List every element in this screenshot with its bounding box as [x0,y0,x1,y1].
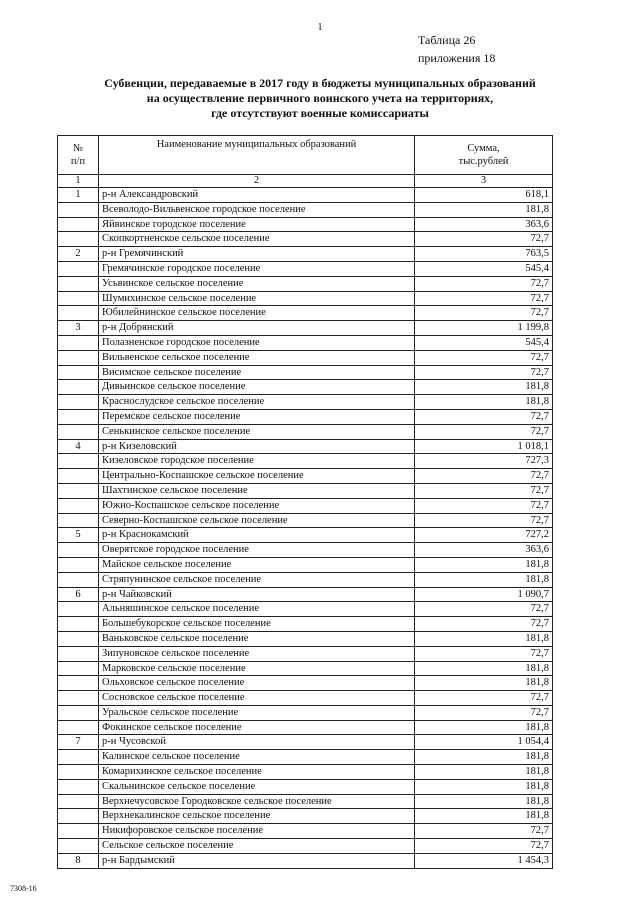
row-name: Яйвинское городское поселение [99,217,415,232]
row-name: Оверятское городское поселение [99,543,415,558]
document-title [60,76,580,121]
row-sum: 72,7 [415,469,553,484]
row-name: р-н Кизеловский [99,439,415,454]
row-sum: 181,8 [415,572,553,587]
table-row [58,839,553,854]
row-number [58,809,99,824]
row-name: Усьвинское сельское поселение [99,276,415,291]
title-line: на осуществление первичного воинского учета на территориях, [146,91,494,105]
row-name: Краснослудское сельское поселение [99,395,415,410]
table-header-row [58,136,553,175]
header-number [58,136,99,175]
row-name: р-н Чайковский [99,587,415,602]
table-row [58,705,553,720]
row-name: р-н Александровский [99,188,415,203]
row-number: 2 [58,247,99,262]
table-row [58,543,553,558]
row-name: Уральское сельское поселение [99,705,415,720]
table-row [58,409,553,424]
table-row [58,217,553,232]
row-sum: 763,5 [415,247,553,262]
row-name: Юбилейнинское сельское поселение [99,306,415,321]
row-sum: 1 090,7 [415,587,553,602]
row-sum: 72,7 [415,705,553,720]
row-sum: 181,8 [415,720,553,735]
row-sum: 181,8 [415,202,553,217]
row-number [58,395,99,410]
row-number: 3 [58,321,99,336]
row-name: Стряпунинское сельское поселение [99,572,415,587]
row-name: Альняшинское сельское поселение [99,602,415,617]
header-sum-line1: Сумма, [467,143,500,154]
row-number [58,469,99,484]
row-number [58,291,99,306]
row-name: р-н Гремячинский [99,247,415,262]
row-sum: 181,8 [415,809,553,824]
row-name: р-н Бардымский [99,853,415,868]
header-name: Наименование муниципальных образований [99,136,415,175]
row-number [58,276,99,291]
row-sum: 72,7 [415,365,553,380]
table-row [58,439,553,454]
row-name: Северно-Коспашское сельское поселение [99,513,415,528]
row-number [58,661,99,676]
row-sum: 72,7 [415,409,553,424]
table-row [58,365,553,380]
row-number [58,617,99,632]
table-row [58,498,553,513]
row-sum: 181,8 [415,794,553,809]
row-name: Большебукорское сельское поселение [99,617,415,632]
row-name: Дивьинское сельское поселение [99,380,415,395]
table-row [58,291,553,306]
row-sum: 1 018,1 [415,439,553,454]
table-row [58,824,553,839]
row-name: Майское сельское поселение [99,557,415,572]
row-name: Сосновское сельское поселение [99,691,415,706]
row-name: Вильвенское сельское поселение [99,350,415,365]
title-line: Субвенции, передаваемые в 2017 году в бюджеты муниципальных образований [104,76,536,90]
column-numbers-row [58,175,553,188]
table-row [58,631,553,646]
row-number: 8 [58,853,99,868]
row-sum: 181,8 [415,779,553,794]
row-sum: 72,7 [415,350,553,365]
row-name: Зипуновское сельское поселение [99,646,415,661]
table-row [58,395,553,410]
table-row [58,720,553,735]
row-number: 5 [58,528,99,543]
table-row [58,750,553,765]
row-number [58,335,99,350]
row-number [58,543,99,558]
table-row [58,853,553,868]
row-number [58,513,99,528]
row-sum: 545,4 [415,261,553,276]
row-sum: 181,8 [415,676,553,691]
row-sum: 72,7 [415,424,553,439]
row-name: Всеволодо-Вильвенское городское поселение [99,202,415,217]
document-code: 7308-16 [10,884,37,893]
row-name: Сельское сельское поселение [99,839,415,854]
row-name: Кизеловское городское поселение [99,454,415,469]
table-row [58,809,553,824]
row-name: Скопкортненское сельское поселение [99,232,415,247]
row-number [58,454,99,469]
table-row [58,646,553,661]
table-row [58,661,553,676]
column-number: 2 [99,175,415,188]
header-number-line2: п/п [70,156,86,167]
row-number: 4 [58,439,99,454]
table-reference-line: Таблица 26 [418,33,476,47]
row-sum: 72,7 [415,276,553,291]
table-row [58,691,553,706]
row-number [58,572,99,587]
row-number [58,380,99,395]
row-number [58,794,99,809]
row-number [58,750,99,765]
subsidy-table [57,135,553,869]
table-row [58,528,553,543]
row-number [58,720,99,735]
table-row [58,232,553,247]
row-name: Калинское сельское поселение [99,750,415,765]
row-sum: 363,6 [415,217,553,232]
table-row [58,469,553,484]
row-number [58,557,99,572]
row-name: Скальнинское сельское поселение [99,779,415,794]
row-number [58,676,99,691]
row-name: Комарихинское сельское поселение [99,765,415,780]
column-number: 3 [415,175,553,188]
row-sum: 72,7 [415,232,553,247]
row-number [58,232,99,247]
table-row [58,572,553,587]
table-row [58,617,553,632]
row-sum: 363,6 [415,543,553,558]
row-number [58,646,99,661]
row-number [58,217,99,232]
row-name: р-н Добрянский [99,321,415,336]
row-sum: 72,7 [415,498,553,513]
table-row [58,202,553,217]
header-number-line1: № [72,143,84,154]
appendix-reference-line: приложения 18 [418,51,496,65]
row-number [58,631,99,646]
column-number: 1 [58,175,99,188]
row-number [58,765,99,780]
row-sum: 727,2 [415,528,553,543]
row-sum: 181,8 [415,380,553,395]
row-number [58,409,99,424]
row-name: Никифоровское сельское поселение [99,824,415,839]
row-name: Южно-Коспашское сельское поселение [99,498,415,513]
row-number: 1 [58,188,99,203]
row-sum: 1 454,3 [415,853,553,868]
table-row [58,779,553,794]
row-sum: 181,8 [415,750,553,765]
table-row [58,350,553,365]
row-number [58,691,99,706]
row-number [58,824,99,839]
table-row [58,247,553,262]
table-row [58,188,553,203]
row-number [58,202,99,217]
row-name: Центрально-Коспашское сельское поселение [99,469,415,484]
row-number [58,483,99,498]
row-name: Ольховское сельское поселение [99,676,415,691]
row-sum: 72,7 [415,824,553,839]
row-number: 6 [58,587,99,602]
table-row [58,321,553,336]
row-number [58,705,99,720]
table-row [58,276,553,291]
table-row [58,602,553,617]
table-reference [418,31,495,67]
row-name: Шахтинское сельское поселение [99,483,415,498]
row-name: Сенькинское сельское поселение [99,424,415,439]
table-row [58,676,553,691]
row-name: Висимское сельское поселение [99,365,415,380]
table-row [58,306,553,321]
row-name: Гремячинское городское поселение [99,261,415,276]
table-row [58,794,553,809]
row-name: Перемское сельское поселение [99,409,415,424]
table-row [58,335,553,350]
row-name: р-н Краснокамский [99,528,415,543]
row-sum: 545,4 [415,335,553,350]
row-sum: 72,7 [415,839,553,854]
table-row [58,483,553,498]
row-sum: 72,7 [415,646,553,661]
table-row [58,380,553,395]
row-number [58,306,99,321]
row-number [58,261,99,276]
row-number [58,779,99,794]
table-row [58,261,553,276]
table-row [58,557,553,572]
row-name: Шумихинское сельское поселение [99,291,415,306]
row-sum: 181,8 [415,395,553,410]
row-name: Фокинское сельское поселение [99,720,415,735]
row-sum: 72,7 [415,513,553,528]
row-name: р-н Чусовской [99,735,415,750]
page-number: 1 [317,22,323,33]
row-sum: 727,3 [415,454,553,469]
row-number: 7 [58,735,99,750]
table-row [58,513,553,528]
row-name: Полазненское городское поселение [99,335,415,350]
table-row [58,424,553,439]
table-row [58,454,553,469]
header-sum-line2: тыс.рублей [458,156,509,167]
row-number [58,602,99,617]
row-sum: 72,7 [415,602,553,617]
row-number [58,839,99,854]
row-name: Ваньковское сельское поселение [99,631,415,646]
row-sum: 72,7 [415,291,553,306]
row-sum: 618,1 [415,188,553,203]
row-sum: 181,8 [415,557,553,572]
row-sum: 72,7 [415,483,553,498]
row-name: Марковское сельское поселение [99,661,415,676]
row-sum: 1 054,4 [415,735,553,750]
row-name: Верхнечусовское Городковское сельское поселение [99,794,415,809]
title-line: где отсутствуют военные комиссариаты [211,106,429,120]
table-row [58,735,553,750]
table-row [58,587,553,602]
row-number [58,424,99,439]
row-name: Верхнекалинское сельское поселение [99,809,415,824]
row-sum: 181,8 [415,661,553,676]
row-number [58,350,99,365]
row-sum: 181,8 [415,765,553,780]
row-sum: 72,7 [415,306,553,321]
row-sum: 1 199,8 [415,321,553,336]
row-number [58,365,99,380]
header-sum [415,136,553,175]
row-sum: 72,7 [415,617,553,632]
row-number [58,498,99,513]
row-sum: 72,7 [415,691,553,706]
row-sum: 181,8 [415,631,553,646]
table-row [58,765,553,780]
